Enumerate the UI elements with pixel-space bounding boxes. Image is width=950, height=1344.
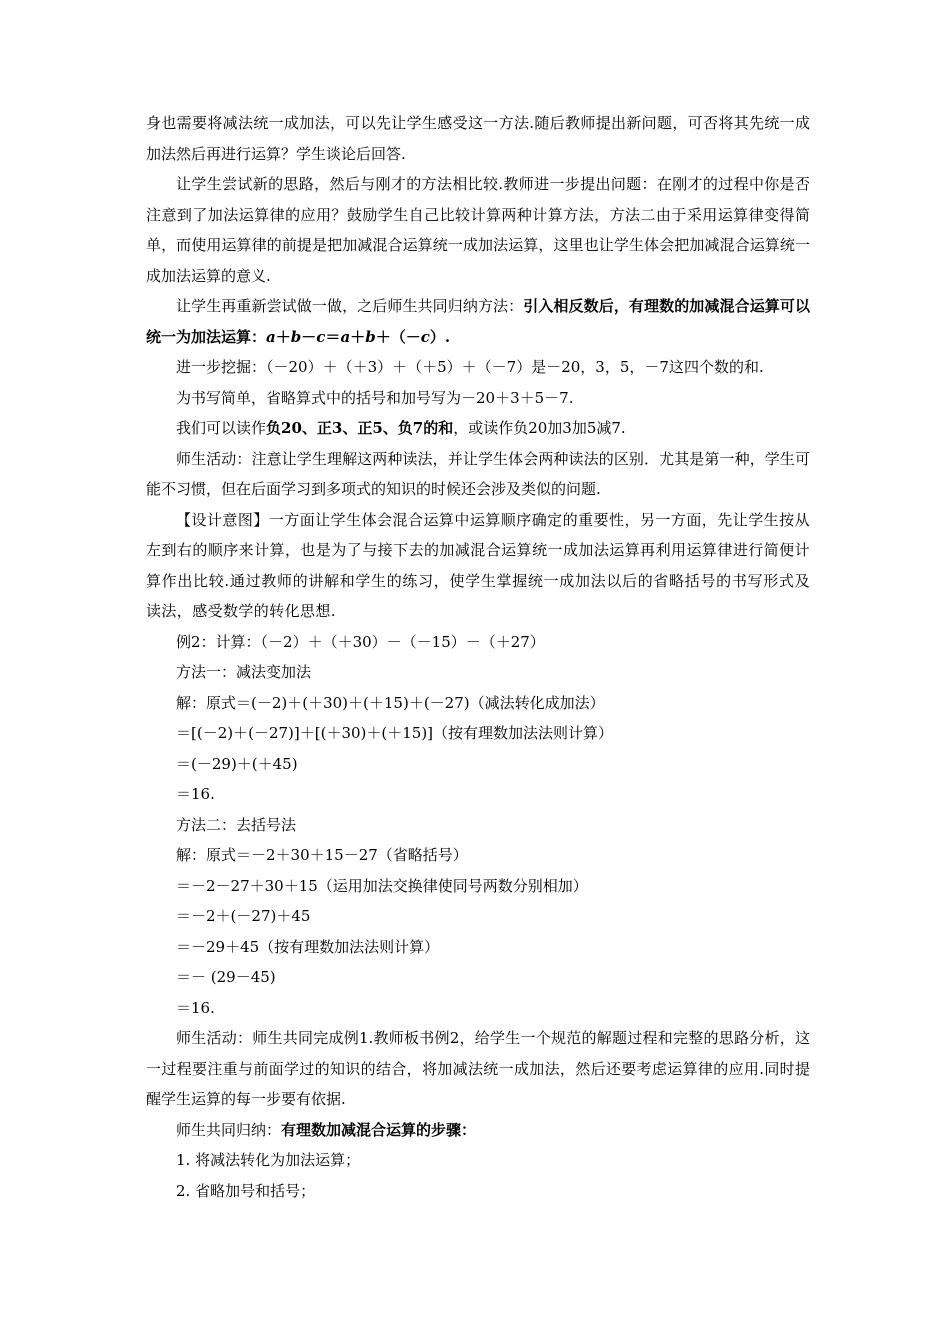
paragraph-2: 让学生尝试新的思路，然后与刚才的方法相比较.教师进一步提出问题：在刚才的过程中你是否注意到了加法运算律的应用？鼓励学生自己比较计算两种计算方法，方法二由于采用运算律变得简单，而使用运算律的前提是把加减混合运算统一成加法运算，这里也让学生体会把加减混合运算统一成加法运算的意义. <box>146 175 810 285</box>
summary-bold: 有理数加减混合运算的步骤： <box>281 1120 477 1139</box>
reading-bold: 负20、正3、正5、负7的和 <box>266 419 454 437</box>
formula-c: c <box>316 327 326 346</box>
method-summary-text: 让学生再重新尝试做一做，之后师生共同归纳方法： <box>176 297 524 315</box>
formula-b: b <box>290 327 302 346</box>
method-summary-bold: 引入相反数后，有理数的加减混合运算可以统一为加法运算： <box>146 297 810 346</box>
method-2-line: 解：原式＝－2＋30＋15－27（省略括号） <box>176 846 468 864</box>
method-1-line: ＝[(－2)＋(－27)]＋[(＋30)＋(＋15)]（按有理数加法法则计算） <box>176 724 614 742</box>
formula-end: ）. <box>429 327 451 346</box>
paragraph-activity-2: 师生活动：师生共同完成例1.教师板书例2，给学生一个规范的解题过程和完整的思路分析，这一过程要注重与前面学过的知识的结合，将加减法统一成加法，然后还要考虑运算律的应用.同时提醒学生运算的每一步要有依据. <box>146 1029 810 1108</box>
paragraph-simplified-notation: 为书写简单，省略算式中的括号和加号写为－20＋3＋5－7. <box>176 388 574 407</box>
reading-post: ，或读作负20加3加5减7. <box>453 419 626 437</box>
method-1-line: ＝(－29)＋(＋45) <box>176 754 298 773</box>
reading-pre: 我们可以读作 <box>176 419 267 437</box>
formula-plus-2: ＋ <box>350 327 366 346</box>
method-2-title: 方法二：去括号法 <box>176 815 297 834</box>
formula-a: a <box>266 327 276 346</box>
method-2-line: ＝－29＋45（按有理数加法法则计算） <box>176 937 440 956</box>
paragraph-1: 身也需要将减法统一成加法，可以先让学生感受这一方法.随后教师提出新问题，可否将其先统一成加法然后再进行运算？学生谈论后回答. <box>146 114 810 163</box>
paragraph-dig-deeper: 进一步挖掘：（－20）＋（＋3）＋（＋5）＋（－7）是－20，3，5，－7这四个数的和. <box>176 358 764 376</box>
summary-step: 1. 将减法转化为加法运算； <box>176 1151 361 1169</box>
paragraph-design-intent: 【设计意图】一方面让学生体会混合运算中运算顺序确定的重要性，另一方面，先让学生按从左到右的顺序来计算，也是为了与接下去的加减混合运算统一成加法运算再利用运算律进行简便计算作出比较.通过教师的讲解和学生的练习，使学生掌握统一成加法以后的省略括号的书写形式及读法，感受数学的转化思想. <box>146 510 810 620</box>
formula-c-2: c <box>420 327 430 346</box>
formula-plus-negative: ＋（－ <box>375 327 421 346</box>
method-1-title: 方法一：减法变加法 <box>176 663 312 681</box>
formula-a-2: a <box>340 327 351 346</box>
summary-step: 2. 省略加号和括号； <box>176 1181 316 1200</box>
method-2-line: ＝－2＋(－27)＋45 <box>176 907 311 925</box>
method-2-line: ＝16. <box>176 998 215 1017</box>
formula-b-2: b <box>365 327 376 346</box>
method-1-line: ＝16. <box>176 785 215 803</box>
method-2-line: ＝－2－27＋30＋15（运用加法交换律使同号两数分别相加） <box>176 876 588 895</box>
paragraph-activity-1: 师生活动：注意让学生理解这两种读法，并让学生体会两种读法的区别．尤其是第一种，学生可能不习惯，但在后面学习到多项式的知识的时候还会涉及类似的问题. <box>146 449 810 498</box>
example-title: 例2：计算：（－2）＋（＋30）－（－15）－（＋27） <box>176 632 545 651</box>
document-page <box>146 108 810 1206</box>
method-1-line: 解：原式＝(－2)＋(＋30)＋(＋15)＋(－27)（减法转化成加法） <box>176 693 605 712</box>
summary-pre: 师生共同归纳： <box>176 1120 282 1139</box>
paragraph-method-summary <box>146 291 810 352</box>
formula-plus-1: ＋ <box>275 327 291 346</box>
formula-equals: ＝ <box>325 327 341 346</box>
formula-minus: － <box>301 327 317 346</box>
paragraph-summary <box>146 1115 810 1146</box>
paragraph-reading <box>146 413 810 444</box>
method-2-line: ＝－ (29－45) <box>176 968 276 986</box>
